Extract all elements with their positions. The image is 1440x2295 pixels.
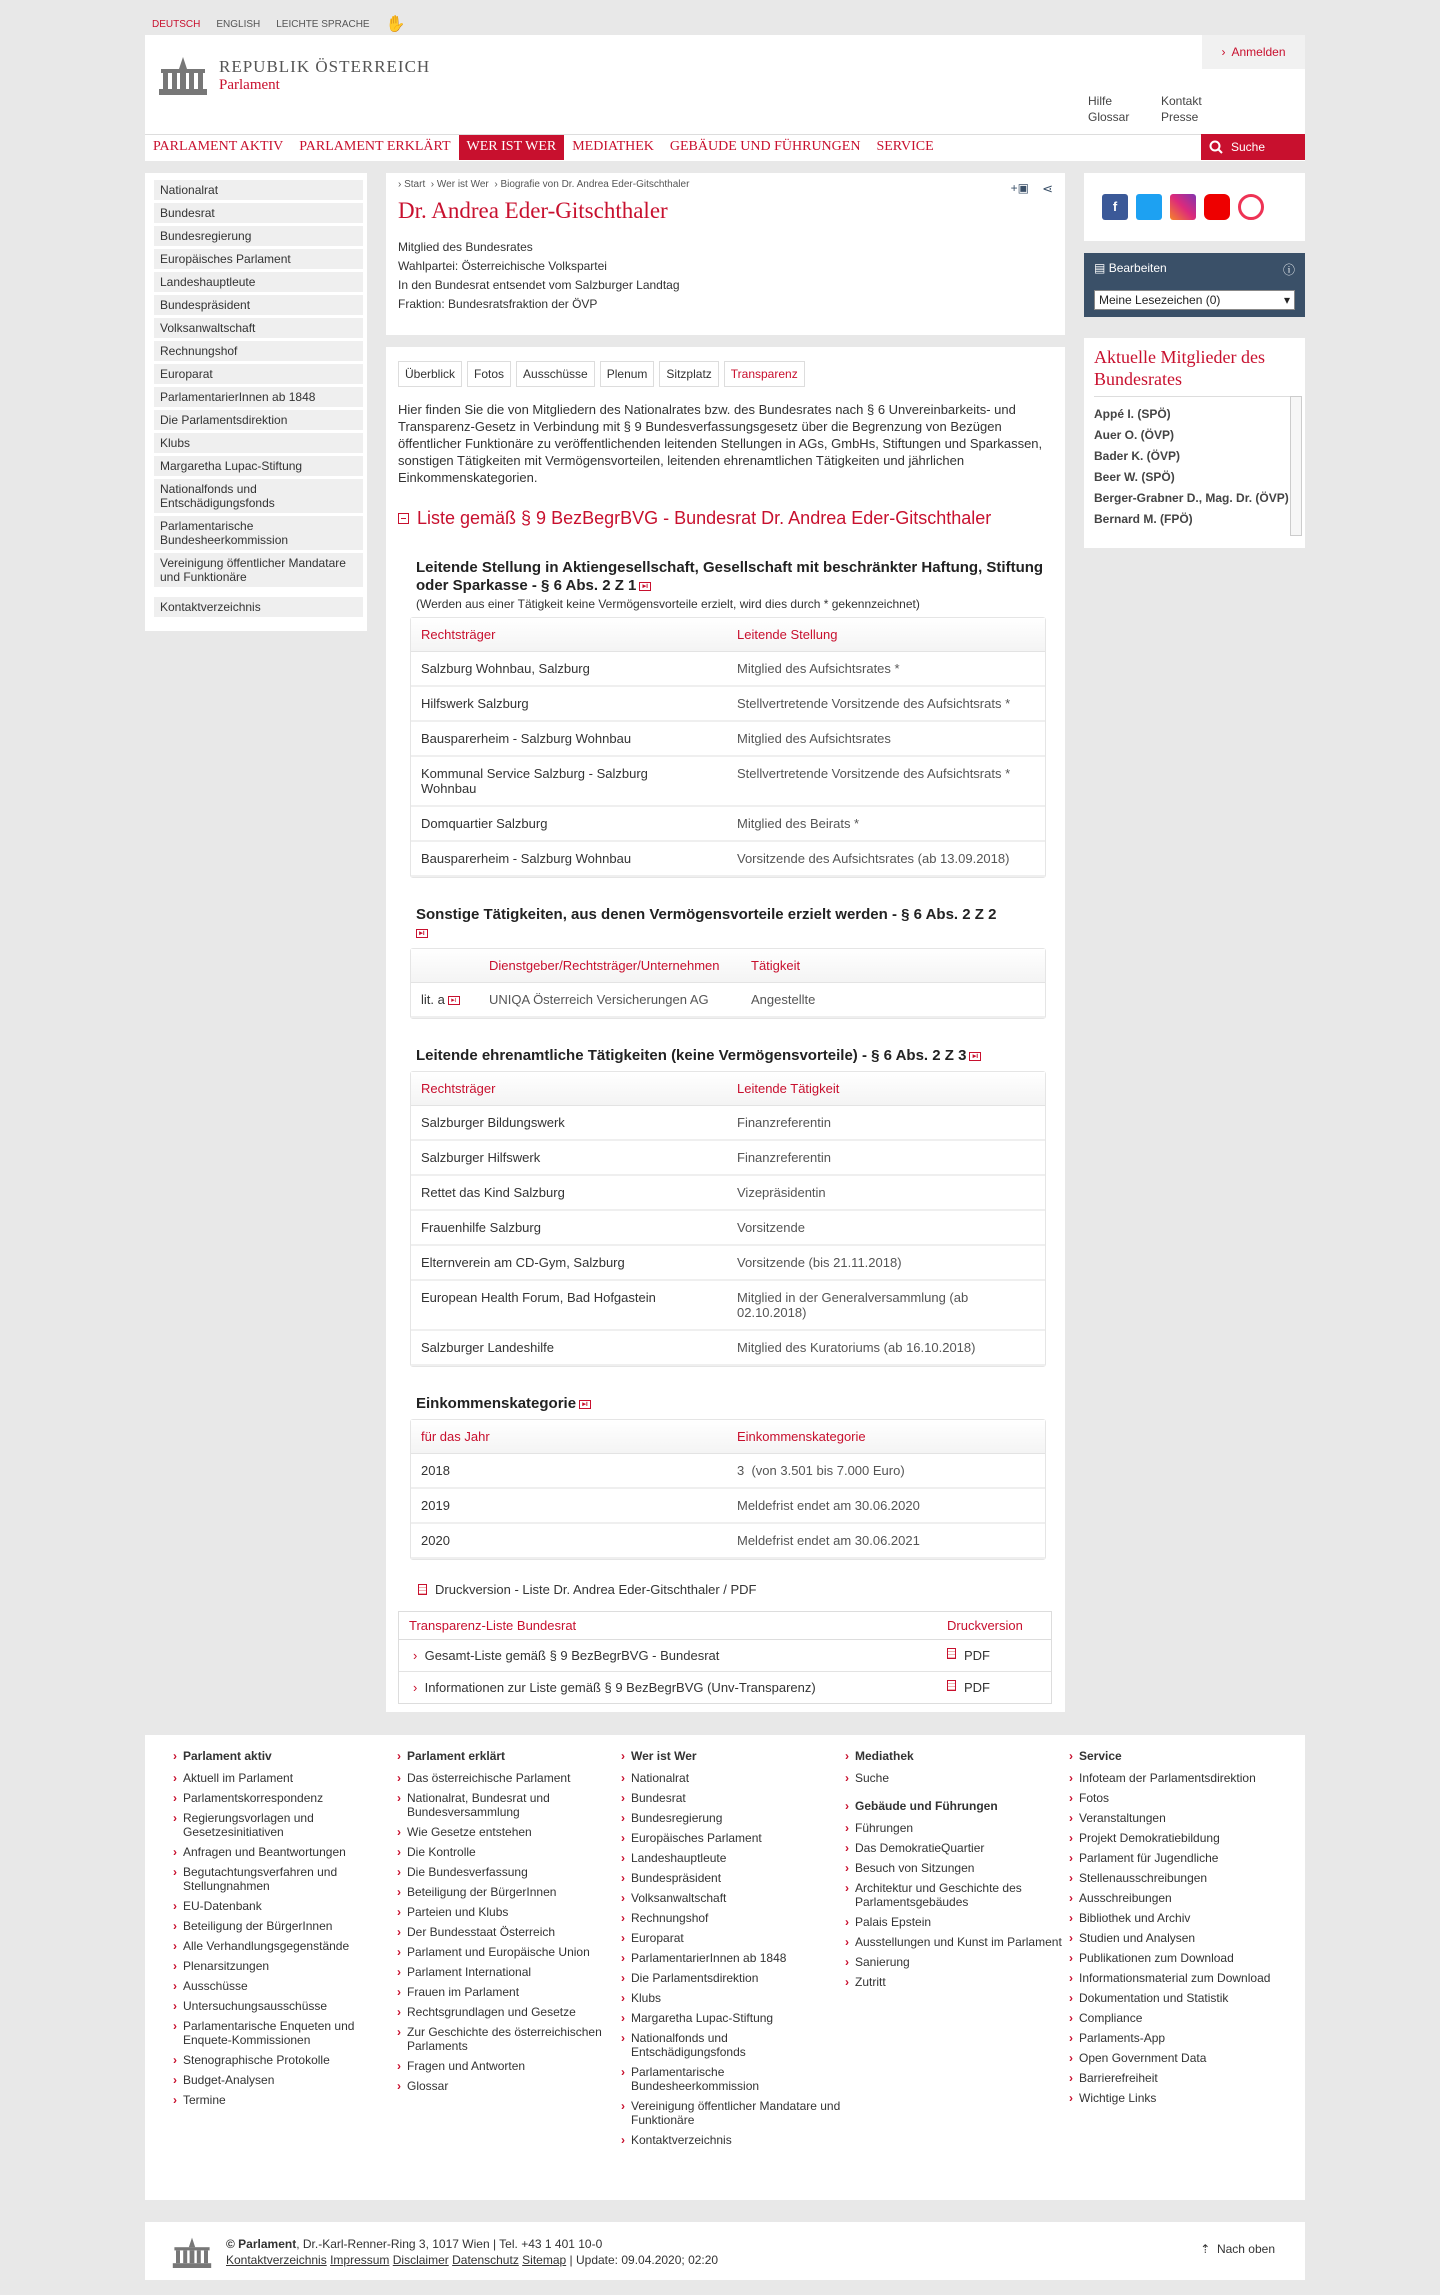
transparency-card bbox=[386, 347, 1065, 1712]
sidebar-item[interactable]: ParlamentarierInnen ab 1848 bbox=[154, 387, 363, 407]
facebook-icon[interactable]: f bbox=[1102, 194, 1128, 220]
social-links bbox=[1084, 173, 1305, 241]
footer-link[interactable]: › Europarat bbox=[621, 1931, 845, 1945]
pdf-icon bbox=[947, 1648, 956, 1659]
language-bar bbox=[152, 14, 406, 34]
sign-language-icon[interactable]: ✋ bbox=[385, 16, 406, 33]
col-header: Rechtsträger bbox=[421, 627, 496, 642]
footer-link[interactable]: › ParlamentarierInnen ab 1848 bbox=[621, 1951, 845, 1965]
info-icon[interactable]: ▸i bbox=[416, 929, 428, 938]
member-link[interactable]: Berger-Grabner D., Mag. Dr. (ÖVP) bbox=[1094, 491, 1289, 505]
info-icon[interactable]: ▸i bbox=[579, 1400, 591, 1409]
col-header: Transparenz-Liste Bundesrat bbox=[409, 1618, 577, 1633]
footer-link[interactable]: › Regierungsvorlagen und Gesetzesinitiativen bbox=[173, 1811, 397, 1839]
site-header bbox=[145, 35, 1305, 161]
footer-link[interactable]: › Suche bbox=[845, 1771, 1069, 1785]
tab-ausschuesse[interactable]: Ausschüsse bbox=[516, 361, 595, 387]
crumb-current: Biografie von Dr. Andrea Eder-Gitschthaler bbox=[500, 179, 690, 190]
sidebar-item[interactable]: Vereinigung öffentlicher Mandatare und Funktionäre bbox=[154, 553, 363, 587]
sidebar-item[interactable]: Europäisches Parlament bbox=[154, 249, 363, 269]
link-impressum[interactable]: Impressum bbox=[330, 2253, 390, 2267]
table-row[interactable]: › Informationen zur Liste gemäß § 9 BezBegrBVG (Unv-Transparenz) PDF bbox=[413, 1680, 990, 1695]
footer-link[interactable]: › Ausschreibungen bbox=[1069, 1891, 1293, 1905]
tab-sitzplatz[interactable]: Sitzplatz bbox=[659, 361, 718, 387]
logo-title: REPUBLIK ÖSTERREICH bbox=[219, 56, 431, 76]
twitter-icon[interactable] bbox=[1136, 194, 1162, 220]
sidebar-item[interactable]: Bundesrat bbox=[154, 203, 363, 223]
link-disclaimer[interactable]: Disclaimer bbox=[392, 2253, 449, 2267]
instagram-icon[interactable] bbox=[1170, 194, 1196, 220]
info-icon[interactable]: ⓘ bbox=[1282, 263, 1295, 277]
utility-links bbox=[1088, 93, 1241, 125]
lang-deutsch[interactable]: DEUTSCH bbox=[152, 18, 201, 30]
logo-subtitle: Parlament bbox=[219, 76, 280, 93]
table-row: Bausparerheim - Salzburg Wohnbau Mitglied des Aufsichtsrates bbox=[411, 722, 1045, 757]
footer-link[interactable]: › Klubs bbox=[621, 1991, 845, 2005]
footer-link[interactable]: › Frauen im Parlament bbox=[397, 1985, 621, 1999]
table-row: Kommunal Service Salzburg - Salzburg Wohnbau Stellvertretende Vorsitzende des Aufsichtsrats * bbox=[411, 757, 1045, 807]
footer-link[interactable]: › Fragen und Antworten bbox=[397, 2059, 621, 2073]
footer-link[interactable]: › Der Bundesstaat Österreich bbox=[397, 1925, 621, 1939]
bio-line: Fraktion: Bundesratsfraktion der ÖVP bbox=[398, 297, 598, 311]
tab-plenum[interactable]: Plenum bbox=[600, 361, 655, 387]
arrow-up-icon: ⇡ bbox=[1200, 2242, 1211, 2256]
members-list bbox=[1094, 407, 1295, 526]
footer-column bbox=[173, 1749, 397, 2200]
footer-heading[interactable]: › Service bbox=[1069, 1749, 1293, 1763]
table-row: Bausparerheim - Salzburg Wohnbau Vorsitzende des Aufsichtsrates (ab 13.09.2018) bbox=[411, 842, 1045, 877]
col-header: Dienstgeber/Rechtsträger/Unternehmen bbox=[489, 958, 720, 973]
tab-bar bbox=[398, 361, 1053, 387]
chevron-right-icon: › bbox=[413, 1648, 418, 1663]
col-header: Druckversion bbox=[947, 1618, 1023, 1633]
footer-link[interactable]: › Budget-Analysen bbox=[173, 2073, 397, 2087]
login-button[interactable] bbox=[1202, 35, 1305, 69]
footer-link[interactable]: › Parlament International bbox=[397, 1965, 621, 1979]
footer-link[interactable]: › EU-Datenbank bbox=[173, 1899, 397, 1913]
link-presse[interactable]: Presse bbox=[1161, 110, 1199, 124]
footer-link[interactable]: › Sanierung bbox=[845, 1955, 1069, 1969]
footer-link[interactable]: › Wichtige Links bbox=[1069, 2091, 1293, 2105]
bio-card bbox=[386, 173, 1065, 335]
table-einkommen bbox=[410, 1419, 1046, 1560]
footer-link[interactable]: › Bundesregierung bbox=[621, 1811, 845, 1825]
search-icon bbox=[1209, 140, 1223, 154]
footer-heading[interactable]: › Parlament aktiv bbox=[173, 1749, 397, 1763]
table-leitende-stellung bbox=[410, 617, 1046, 878]
chevron-right-icon: › bbox=[1221, 45, 1226, 59]
members-title: Aktuelle Mitglieder des Bundesrates bbox=[1094, 346, 1295, 397]
youtube-icon[interactable] bbox=[1204, 194, 1230, 220]
update-date: | Update: 09.04.2020; 02:20 bbox=[569, 2253, 719, 2267]
search-button[interactable] bbox=[1201, 134, 1305, 160]
page-title: Dr. Andrea Eder-Gitschthaler bbox=[398, 198, 668, 223]
table-row: 2018 3 (von 3.501 bis 7.000 Euro) bbox=[411, 1454, 1045, 1489]
footer-column bbox=[845, 1749, 1069, 2200]
footer-link[interactable]: › Rechnungshof bbox=[621, 1911, 845, 1925]
info-icon[interactable]: ▸i bbox=[639, 582, 651, 591]
nav-parlament-aktiv[interactable]: PARLAMENT AKTIV bbox=[153, 139, 284, 154]
footer-link[interactable]: › Bundespräsident bbox=[621, 1871, 845, 1885]
footer-link[interactable]: › Untersuchungsausschüsse bbox=[173, 1999, 397, 2013]
footer-link[interactable]: › Palais Epstein bbox=[845, 1915, 1069, 1929]
crumb-wer-ist-wer[interactable]: Wer ist Wer bbox=[436, 179, 489, 190]
footer-heading[interactable]: › Gebäude und Führungen bbox=[845, 1799, 1069, 1813]
footer-link[interactable]: › Besuch von Sitzungen bbox=[845, 1861, 1069, 1875]
nav-gebaeude[interactable]: GEBÄUDE UND FÜHRUNGEN bbox=[669, 139, 861, 154]
pdf-icon bbox=[418, 1584, 427, 1595]
sidebar-item[interactable]: Bundespräsident bbox=[154, 295, 363, 315]
link-kontakt[interactable]: Kontakt bbox=[1161, 94, 1202, 108]
section-note: (Werden aus einer Tätigkeit keine Vermögensvorteile erzielt, wird dies durch * gekennzeichnet) bbox=[416, 597, 920, 611]
parliament-building-icon bbox=[159, 55, 207, 95]
collapse-icon bbox=[398, 513, 409, 524]
footer-link[interactable]: › Bundesrat bbox=[621, 1791, 845, 1805]
footer-sitemap bbox=[145, 1735, 1305, 2200]
podcast-icon[interactable] bbox=[1238, 194, 1264, 220]
footer-link[interactable]: › Veranstaltungen bbox=[1069, 1811, 1293, 1825]
footer-link[interactable]: › Die Parlamentsdirektion bbox=[621, 1971, 845, 1985]
edit-panel bbox=[1084, 253, 1305, 317]
scrollbar[interactable] bbox=[1290, 396, 1302, 536]
footer-link[interactable]: › Bibliothek und Archiv bbox=[1069, 1911, 1293, 1925]
table-sonstige bbox=[410, 948, 1046, 1019]
nav-mediathek[interactable]: MEDIATHEK bbox=[572, 139, 654, 154]
footer-link[interactable]: › Aktuell im Parlament bbox=[173, 1771, 397, 1785]
col-header: für das Jahr bbox=[421, 1429, 490, 1444]
table-row: Hilfswerk Salzburg Stellvertretende Vorsitzende des Aufsichtsrats * bbox=[411, 687, 1045, 722]
footer-link[interactable]: › Open Government Data bbox=[1069, 2051, 1293, 2065]
sidebar-item[interactable]: Rechnungshof bbox=[154, 341, 363, 361]
table-row: Salzburger Landeshilfe Mitglied des Kuratoriums (ab 16.10.2018) bbox=[411, 1331, 1045, 1366]
table-row[interactable]: › Gesamt-Liste gemäß § 9 BezBegrBVG - Bundesrat PDF bbox=[399, 1640, 1051, 1672]
back-to-top[interactable]: ⇡ Nach oben bbox=[1200, 2242, 1275, 2256]
chevron-right-icon: › bbox=[413, 1680, 418, 1695]
breadcrumb: › Start › Wer ist Wer › Biografie von Dr. Andrea Eder-Gitschthaler bbox=[398, 179, 690, 190]
footer-link[interactable]: › Wie Gesetze entstehen bbox=[397, 1825, 621, 1839]
table-row: Salzburger Bildungswerk Finanzreferentin bbox=[411, 1106, 1045, 1141]
section-title: Sonstige Tätigkeiten, aus denen Vermögensvorteile erzielt werden - § 6 Abs. 2 Z 2 bbox=[416, 906, 997, 923]
sidebar-item[interactable]: Nationalrat bbox=[154, 180, 363, 200]
col-header: Leitende Tätigkeit bbox=[737, 1081, 840, 1096]
info-icon[interactable]: ▸i bbox=[448, 996, 460, 1005]
footer-heading[interactable]: › Wer ist Wer bbox=[621, 1749, 845, 1763]
sidebar-item[interactable]: Nationalfonds und Entschädigungsfonds bbox=[154, 479, 363, 513]
footer-link[interactable]: › Stellenausschreibungen bbox=[1069, 1871, 1293, 1885]
footer-column bbox=[621, 1749, 845, 2200]
bio-line: Mitglied des Bundesrates bbox=[398, 240, 533, 254]
footer-column bbox=[397, 1749, 621, 2200]
parliament-building-icon bbox=[170, 2236, 214, 2268]
list-title: Liste gemäß § 9 BezBegrBVG - Bundesrat Dr. Andrea Eder-Gitschthaler bbox=[417, 508, 992, 528]
footer-link[interactable]: › Plenarsitzungen bbox=[173, 1959, 397, 1973]
nav-service[interactable]: SERVICE bbox=[876, 139, 934, 154]
footer-link[interactable]: › Projekt Demokratiebildung bbox=[1069, 1831, 1293, 1845]
sidebar-item[interactable]: Klubs bbox=[154, 433, 363, 453]
link-glossar[interactable]: Glossar bbox=[1088, 110, 1130, 124]
member-link[interactable]: Appé I. (SPÖ) bbox=[1094, 407, 1171, 421]
copyright: © Parlament bbox=[226, 2237, 297, 2251]
footer-heading[interactable]: › Parlament erklärt bbox=[397, 1749, 621, 1763]
table-row: Domquartier Salzburg Mitglied des Beirats * bbox=[411, 807, 1045, 842]
footer-link[interactable]: › Parlamentarische Bundesheerkommission bbox=[621, 2065, 845, 2093]
print-label: Druckversion - Liste Dr. Andrea Eder-Gitschthaler / PDF bbox=[435, 1582, 757, 1597]
footer-link[interactable]: › Beteiligung der BürgerInnen bbox=[397, 1885, 621, 1899]
info-icon[interactable]: ▸i bbox=[969, 1052, 981, 1061]
footer-bottom bbox=[145, 2222, 1305, 2280]
tab-transparenz[interactable]: Transparenz bbox=[724, 361, 805, 387]
address: , Dr.-Karl-Renner-Ring 3, 1017 Wien | Tel. +43 1 401 10-0 bbox=[296, 2237, 603, 2251]
crumb-start[interactable]: Start bbox=[404, 179, 426, 190]
footer-link[interactable]: › Zutritt bbox=[845, 1975, 1069, 1989]
footer-link[interactable]: › Alle Verhandlungsgegenstände bbox=[173, 1939, 397, 1953]
footer-link[interactable]: › Compliance bbox=[1069, 2011, 1293, 2025]
footer-link[interactable]: › Parlaments-App bbox=[1069, 2031, 1293, 2045]
nav-wer-ist-wer[interactable]: WER IST WER bbox=[459, 135, 565, 160]
member-link[interactable]: Bernard M. (FPÖ) bbox=[1094, 512, 1193, 526]
pdf-icon bbox=[947, 1680, 956, 1691]
footer-link[interactable]: › Beteiligung der BürgerInnen bbox=[173, 1919, 397, 1933]
footer-link[interactable]: › Vereinigung öffentlicher Mandatare und Funktionäre bbox=[621, 2099, 845, 2127]
footer-link[interactable]: › Nationalrat bbox=[621, 1771, 845, 1785]
search-label: Suche bbox=[1231, 140, 1266, 154]
footer-link[interactable]: › Parlament für Jugendliche bbox=[1069, 1851, 1293, 1865]
sidebar-item[interactable]: Bundesregierung bbox=[154, 226, 363, 246]
footer-link[interactable]: › Nationalfonds und Entschädigungsfonds bbox=[621, 2031, 845, 2059]
col-header: Tätigkeit bbox=[751, 958, 801, 973]
footer-link[interactable]: › Ausschüsse bbox=[173, 1979, 397, 1993]
footer-link[interactable]: › Volksanwaltschaft bbox=[621, 1891, 845, 1905]
footer-link[interactable]: › Parlamentarische Enqueten und Enquete-Kommissionen bbox=[173, 2019, 397, 2047]
footer-link[interactable]: › Barrierefreiheit bbox=[1069, 2071, 1293, 2085]
footer-link[interactable]: › Begutachtungsverfahren und Stellungnahmen bbox=[173, 1865, 397, 1893]
footer-link[interactable]: › Stenographische Protokolle bbox=[173, 2053, 397, 2067]
footer-link[interactable]: › Publikationen zum Download bbox=[1069, 1951, 1293, 1965]
list-toggle[interactable] bbox=[398, 508, 1053, 529]
col-header: Einkommenskategorie bbox=[737, 1429, 866, 1444]
bio-line: In den Bundesrat entsendet vom Salzburger Landtag bbox=[398, 278, 680, 292]
login-label: Anmelden bbox=[1231, 45, 1286, 59]
table-ehrenamtlich bbox=[410, 1071, 1046, 1367]
member-link[interactable]: Beer W. (SPÖ) bbox=[1094, 470, 1175, 484]
footer-link[interactable]: › Das DemokratieQuartier bbox=[845, 1841, 1069, 1855]
footer-link[interactable]: › Landeshauptleute bbox=[621, 1851, 845, 1865]
member-link[interactable]: Bader K. (ÖVP) bbox=[1094, 449, 1181, 463]
footer-link[interactable]: › Parlament und Europäische Union bbox=[397, 1945, 621, 1959]
table-row: Frauenhilfe Salzburg Vorsitzende bbox=[411, 1211, 1045, 1246]
link-kontaktverzeichnis[interactable]: Kontaktverzeichnis bbox=[226, 2253, 327, 2267]
link-datenschutz[interactable]: Datenschutz bbox=[452, 2253, 519, 2267]
footer-link[interactable]: › Margaretha Lupac-Stiftung bbox=[621, 2011, 845, 2025]
table-row: 2020 Meldefrist endet am 30.06.2021 bbox=[411, 1524, 1045, 1559]
footer-link[interactable]: › Parlamentskorrespondenz bbox=[173, 1791, 397, 1805]
bookmark-add-icon[interactable]: +▣ bbox=[1010, 181, 1029, 195]
nav-parlament-erklaert[interactable]: PARLAMENT ERKLÄRT bbox=[299, 139, 451, 154]
table-row: Salzburger Hilfswerk Finanzreferentin bbox=[411, 1141, 1045, 1176]
bookmarks-select[interactable]: Meine Lesezeichen (0) ▾ bbox=[1094, 290, 1295, 310]
edit-icon: ▤ bbox=[1094, 261, 1106, 275]
members-panel bbox=[1084, 338, 1305, 548]
lang-english[interactable]: ENGLISH bbox=[216, 18, 261, 30]
lang-leichte-sprache[interactable]: LEICHTE SPRACHE bbox=[276, 18, 370, 30]
footer-link[interactable]: › Rechtsgrundlagen und Gesetze bbox=[397, 2005, 621, 2019]
chevron-down-icon: ▾ bbox=[1283, 293, 1290, 307]
footer-link[interactable]: › Informationsmaterial zum Download bbox=[1069, 1971, 1293, 1985]
col-header: Rechtsträger bbox=[421, 1081, 496, 1096]
footer-link[interactable]: › Ausstellungen und Kunst im Parlament bbox=[845, 1935, 1069, 1949]
section-title: Leitende ehrenamtliche Tätigkeiten (keine Vermögensvorteile) - § 6 Abs. 2 Z 3 bbox=[416, 1047, 967, 1064]
table-row: lit. a ▸i UNIQA Österreich Versicherungen AG Angestellte bbox=[411, 983, 1045, 1018]
footer-link[interactable]: › Anfragen und Beantwortungen bbox=[173, 1845, 397, 1859]
tab-fotos[interactable]: Fotos bbox=[467, 361, 511, 387]
table-row: European Health Forum, Bad Hofgastein Mitglied in der Generalversammlung (ab 02.10.2018) bbox=[411, 1281, 1045, 1331]
main-nav bbox=[145, 134, 1305, 160]
footer-link[interactable]: › Studien und Analysen bbox=[1069, 1931, 1293, 1945]
footer-link[interactable]: › Kontaktverzeichnis bbox=[621, 2133, 845, 2147]
sidebar-item[interactable]: Parlamentarische Bundesheerkommission bbox=[154, 516, 363, 550]
share-icon[interactable]: ⋖ bbox=[1042, 181, 1053, 196]
edit-label: Bearbeiten bbox=[1108, 261, 1167, 275]
link-sitemap[interactable]: Sitemap bbox=[522, 2253, 567, 2267]
sidebar-item[interactable]: Die Parlamentsdirektion bbox=[154, 410, 363, 430]
sidebar-item[interactable]: Kontaktverzeichnis bbox=[154, 597, 363, 617]
footer-link[interactable]: › Führungen bbox=[845, 1821, 1069, 1835]
footer-link[interactable]: › Fotos bbox=[1069, 1791, 1293, 1805]
footer-link[interactable]: › Die Bundesverfassung bbox=[397, 1865, 621, 1879]
footer-link[interactable]: › Die Kontrolle bbox=[397, 1845, 621, 1859]
member-link[interactable]: Auer O. (ÖVP) bbox=[1094, 428, 1175, 442]
transparency-list-table bbox=[398, 1611, 1052, 1704]
footer-link[interactable]: › Zur Geschichte des österreichischen Parlaments bbox=[397, 2025, 621, 2053]
footer-link[interactable]: › Parteien und Klubs bbox=[397, 1905, 621, 1919]
footer-link[interactable]: › Termine bbox=[173, 2093, 397, 2107]
footer-link[interactable]: › Infoteam der Parlamentsdirektion bbox=[1069, 1771, 1293, 1785]
footer-link[interactable]: › Europäisches Parlament bbox=[621, 1831, 845, 1845]
sidebar-item[interactable]: Volksanwaltschaft bbox=[154, 318, 363, 338]
sidebar-item[interactable]: Margaretha Lupac-Stiftung bbox=[154, 456, 363, 476]
table-row: Elternverein am CD-Gym, Salzburg Vorsitzende (bis 21.11.2018) bbox=[411, 1246, 1045, 1281]
link-hilfe[interactable]: Hilfe bbox=[1088, 94, 1113, 108]
footer-column bbox=[1069, 1749, 1293, 2200]
footer-link[interactable]: › Nationalrat, Bundesrat und Bundesversammlung bbox=[397, 1791, 621, 1819]
parliament-logo[interactable] bbox=[159, 55, 430, 95]
footer-link[interactable]: › Glossar bbox=[397, 2079, 621, 2093]
sidebar-item[interactable]: Europarat bbox=[154, 364, 363, 384]
col-header: Leitende Stellung bbox=[737, 627, 838, 642]
tab-ueberblick[interactable]: Überblick bbox=[398, 361, 462, 387]
footer-link[interactable]: › Architektur und Geschichte des Parlamentsgebäudes bbox=[845, 1881, 1069, 1909]
table-row: Rettet das Kind Salzburg Vizepräsidentin bbox=[411, 1176, 1045, 1211]
footer-link[interactable]: › Das österreichische Parlament bbox=[397, 1771, 621, 1785]
table-row: Salzburg Wohnbau, Salzburg Mitglied des Aufsichtsrates * bbox=[411, 652, 1045, 687]
footer-heading[interactable]: › Mediathek bbox=[845, 1749, 1069, 1763]
table-row: 2019 Meldefrist endet am 30.06.2020 bbox=[411, 1489, 1045, 1524]
bio-line: Wahlpartei: Österreichische Volkspartei bbox=[398, 259, 607, 273]
print-link[interactable] bbox=[418, 1582, 1053, 1597]
footer-link[interactable]: › Dokumentation und Statistik bbox=[1069, 1991, 1293, 2005]
intro-text: Hier finden Sie die von Mitgliedern des Nationalrates bzw. des Bundesrates nach § 6 Unvereinbarkeits- und Transparenz-Gesetz in Verbindung mit § 9 Bundesverfassungsgesetz über die Begrenzung von Bezügen öffentlicher Funktionäre zu veröffentlichenden leitenden Stellungen in AGs, GmbHs, Stiftungen und Sparkassen, sonstigen Tätigkeiten mit Vermögensvorteilen, leitenden ehrenamtlichen Tätigkeiten und jährlichen Einkommenskategorien. bbox=[398, 402, 1043, 485]
section-title: Leitende Stellung in Aktiengesellschaft, Gesellschaft mit beschränkter Haftung, Stiftung oder Sparkasse - § 6 Abs. 2 Z 1 bbox=[416, 559, 1044, 594]
sidebar-item[interactable]: Landeshauptleute bbox=[154, 272, 363, 292]
left-sidebar bbox=[145, 173, 367, 631]
section-title: Einkommenskategorie bbox=[416, 1395, 577, 1412]
